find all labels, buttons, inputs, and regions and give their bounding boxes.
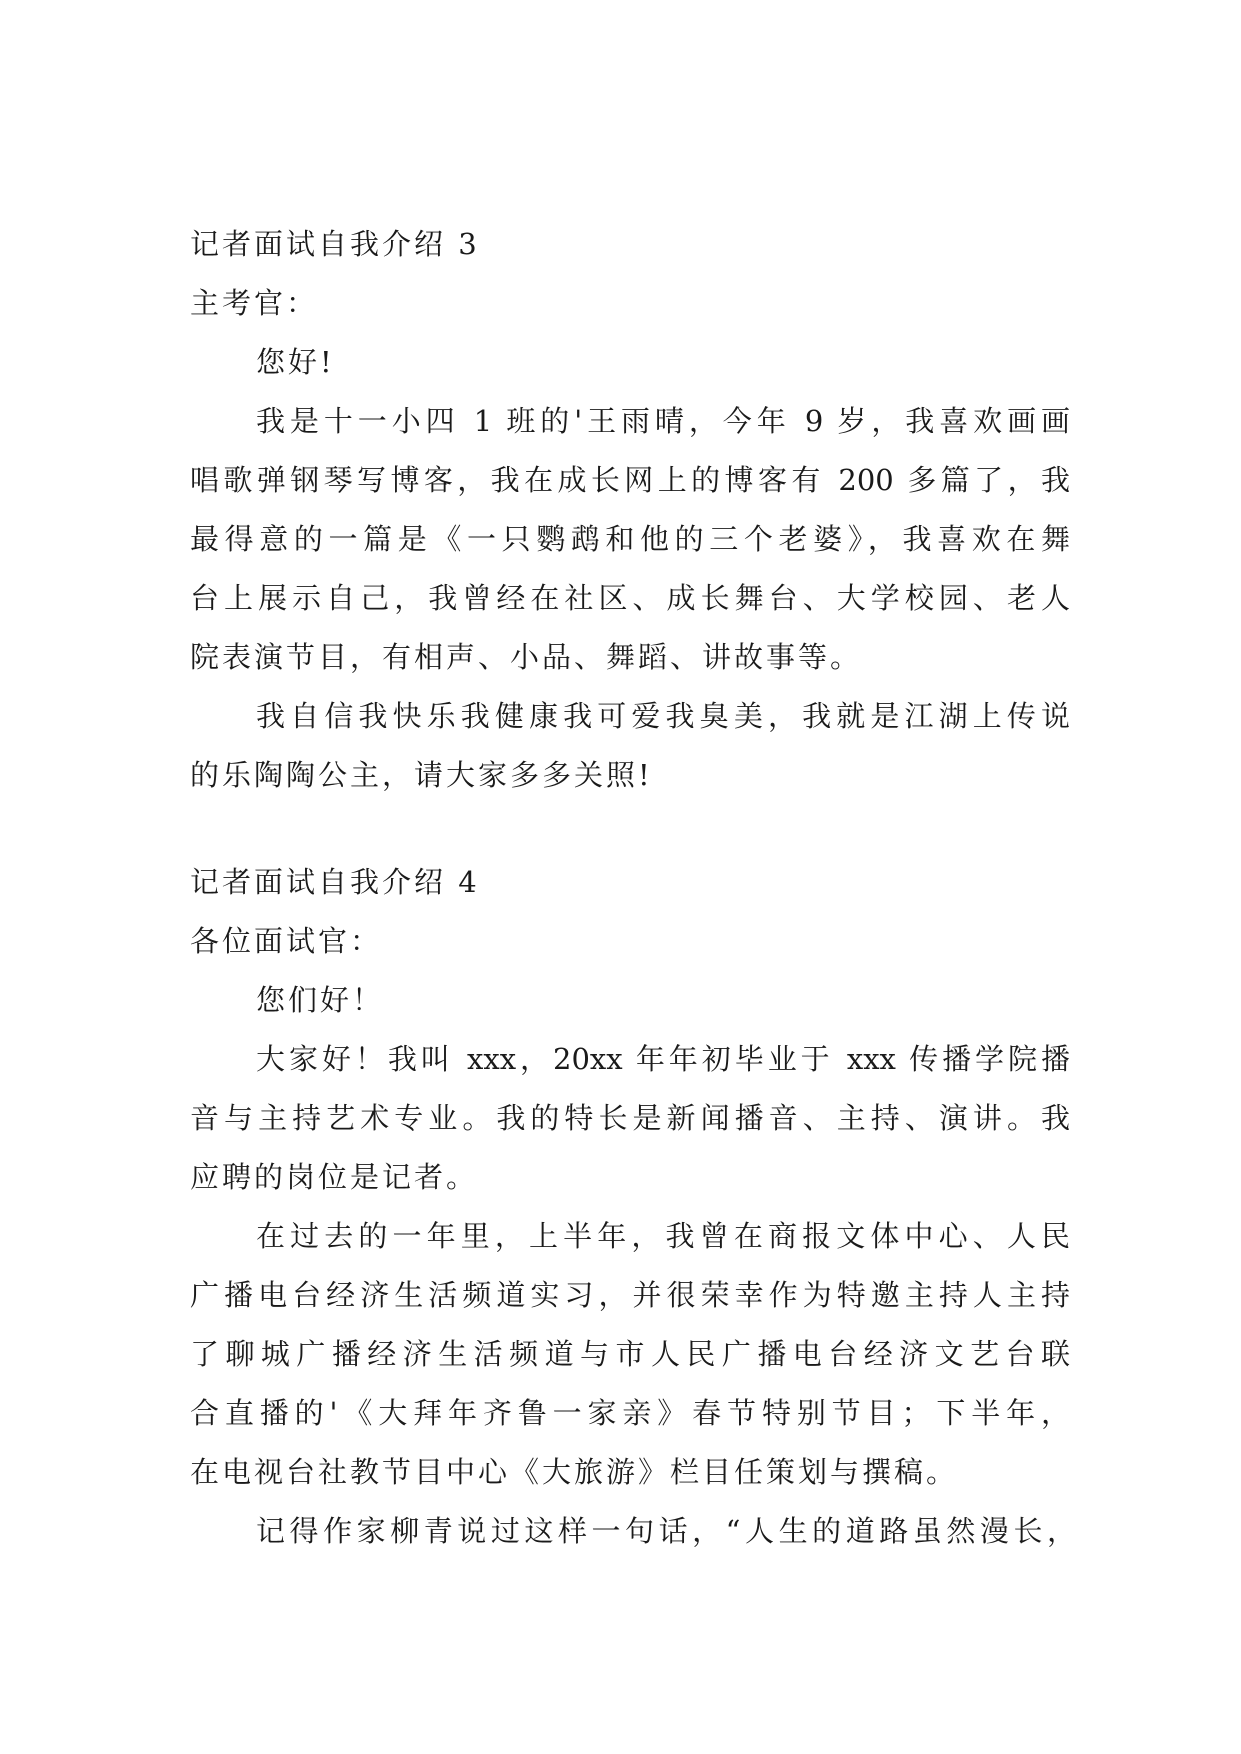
paragraph-line: 广播电台经济生活频道实习，并很荣幸作为特邀主持人主持 <box>190 1278 1070 1312</box>
paragraph-line: 在过去的一年里，上半年，我曾在商报文体中心、人民 <box>256 1219 1070 1253</box>
paragraph-line: 记得作家柳青说过这样一句话，“人生的道路虽然漫长， <box>256 1514 1076 1548</box>
salutation: 各位面试官： <box>190 924 383 958</box>
greeting: 您好! <box>256 345 335 379</box>
paragraph-line: 了聊城广播经济生活频道与市人民广播电台经济文艺台联 <box>190 1337 1070 1371</box>
section-title: 记者面试自我介绍 3 <box>190 227 480 261</box>
section-title: 记者面试自我介绍 4 <box>190 865 480 899</box>
paragraph-line: 应聘的岗位是记者。 <box>190 1160 479 1194</box>
paragraph-line: 唱歌弹钢琴写博客，我在成长网上的博客有 200 多篇了，我 <box>190 463 1070 497</box>
salutation: 主考官： <box>190 286 319 320</box>
paragraph-line: 最得意的一篇是《一只鹦鹉和他的三个老婆》，我喜欢在舞 <box>190 522 1070 556</box>
paragraph-line: 台上展示自己，我曾经在社区、成长舞台、大学校园、老人 <box>190 581 1070 615</box>
paragraph-line: 合直播的'《大拜年齐鲁一家亲》春节特别节目；下半年， <box>190 1396 1070 1430</box>
paragraph-line: 院表演节目，有相声、小品、舞蹈、讲故事等。 <box>190 640 863 674</box>
paragraph-line: 音与主持艺术专业。我的特长是新闻播音、主持、演讲。我 <box>190 1101 1070 1135</box>
paragraph-line: 我自信我快乐我健康我可爱我臭美，我就是江湖上传说 <box>256 699 1070 733</box>
paragraph-line: 我是十一小四 1 班的'王雨晴，今年 9 岁，我喜欢画画 <box>256 404 1070 438</box>
paragraph-line: 大家好！我叫 xxx，20xx 年年初毕业于 xxx 传播学院播 <box>256 1042 1070 1076</box>
paragraph-line: 在电视台社教节目中心《大旅游》栏目任策划与撰稿。 <box>190 1455 959 1489</box>
paragraph-line: 的乐陶陶公主，请大家多多关照! <box>190 758 653 792</box>
greeting: 您们好！ <box>256 983 385 1017</box>
